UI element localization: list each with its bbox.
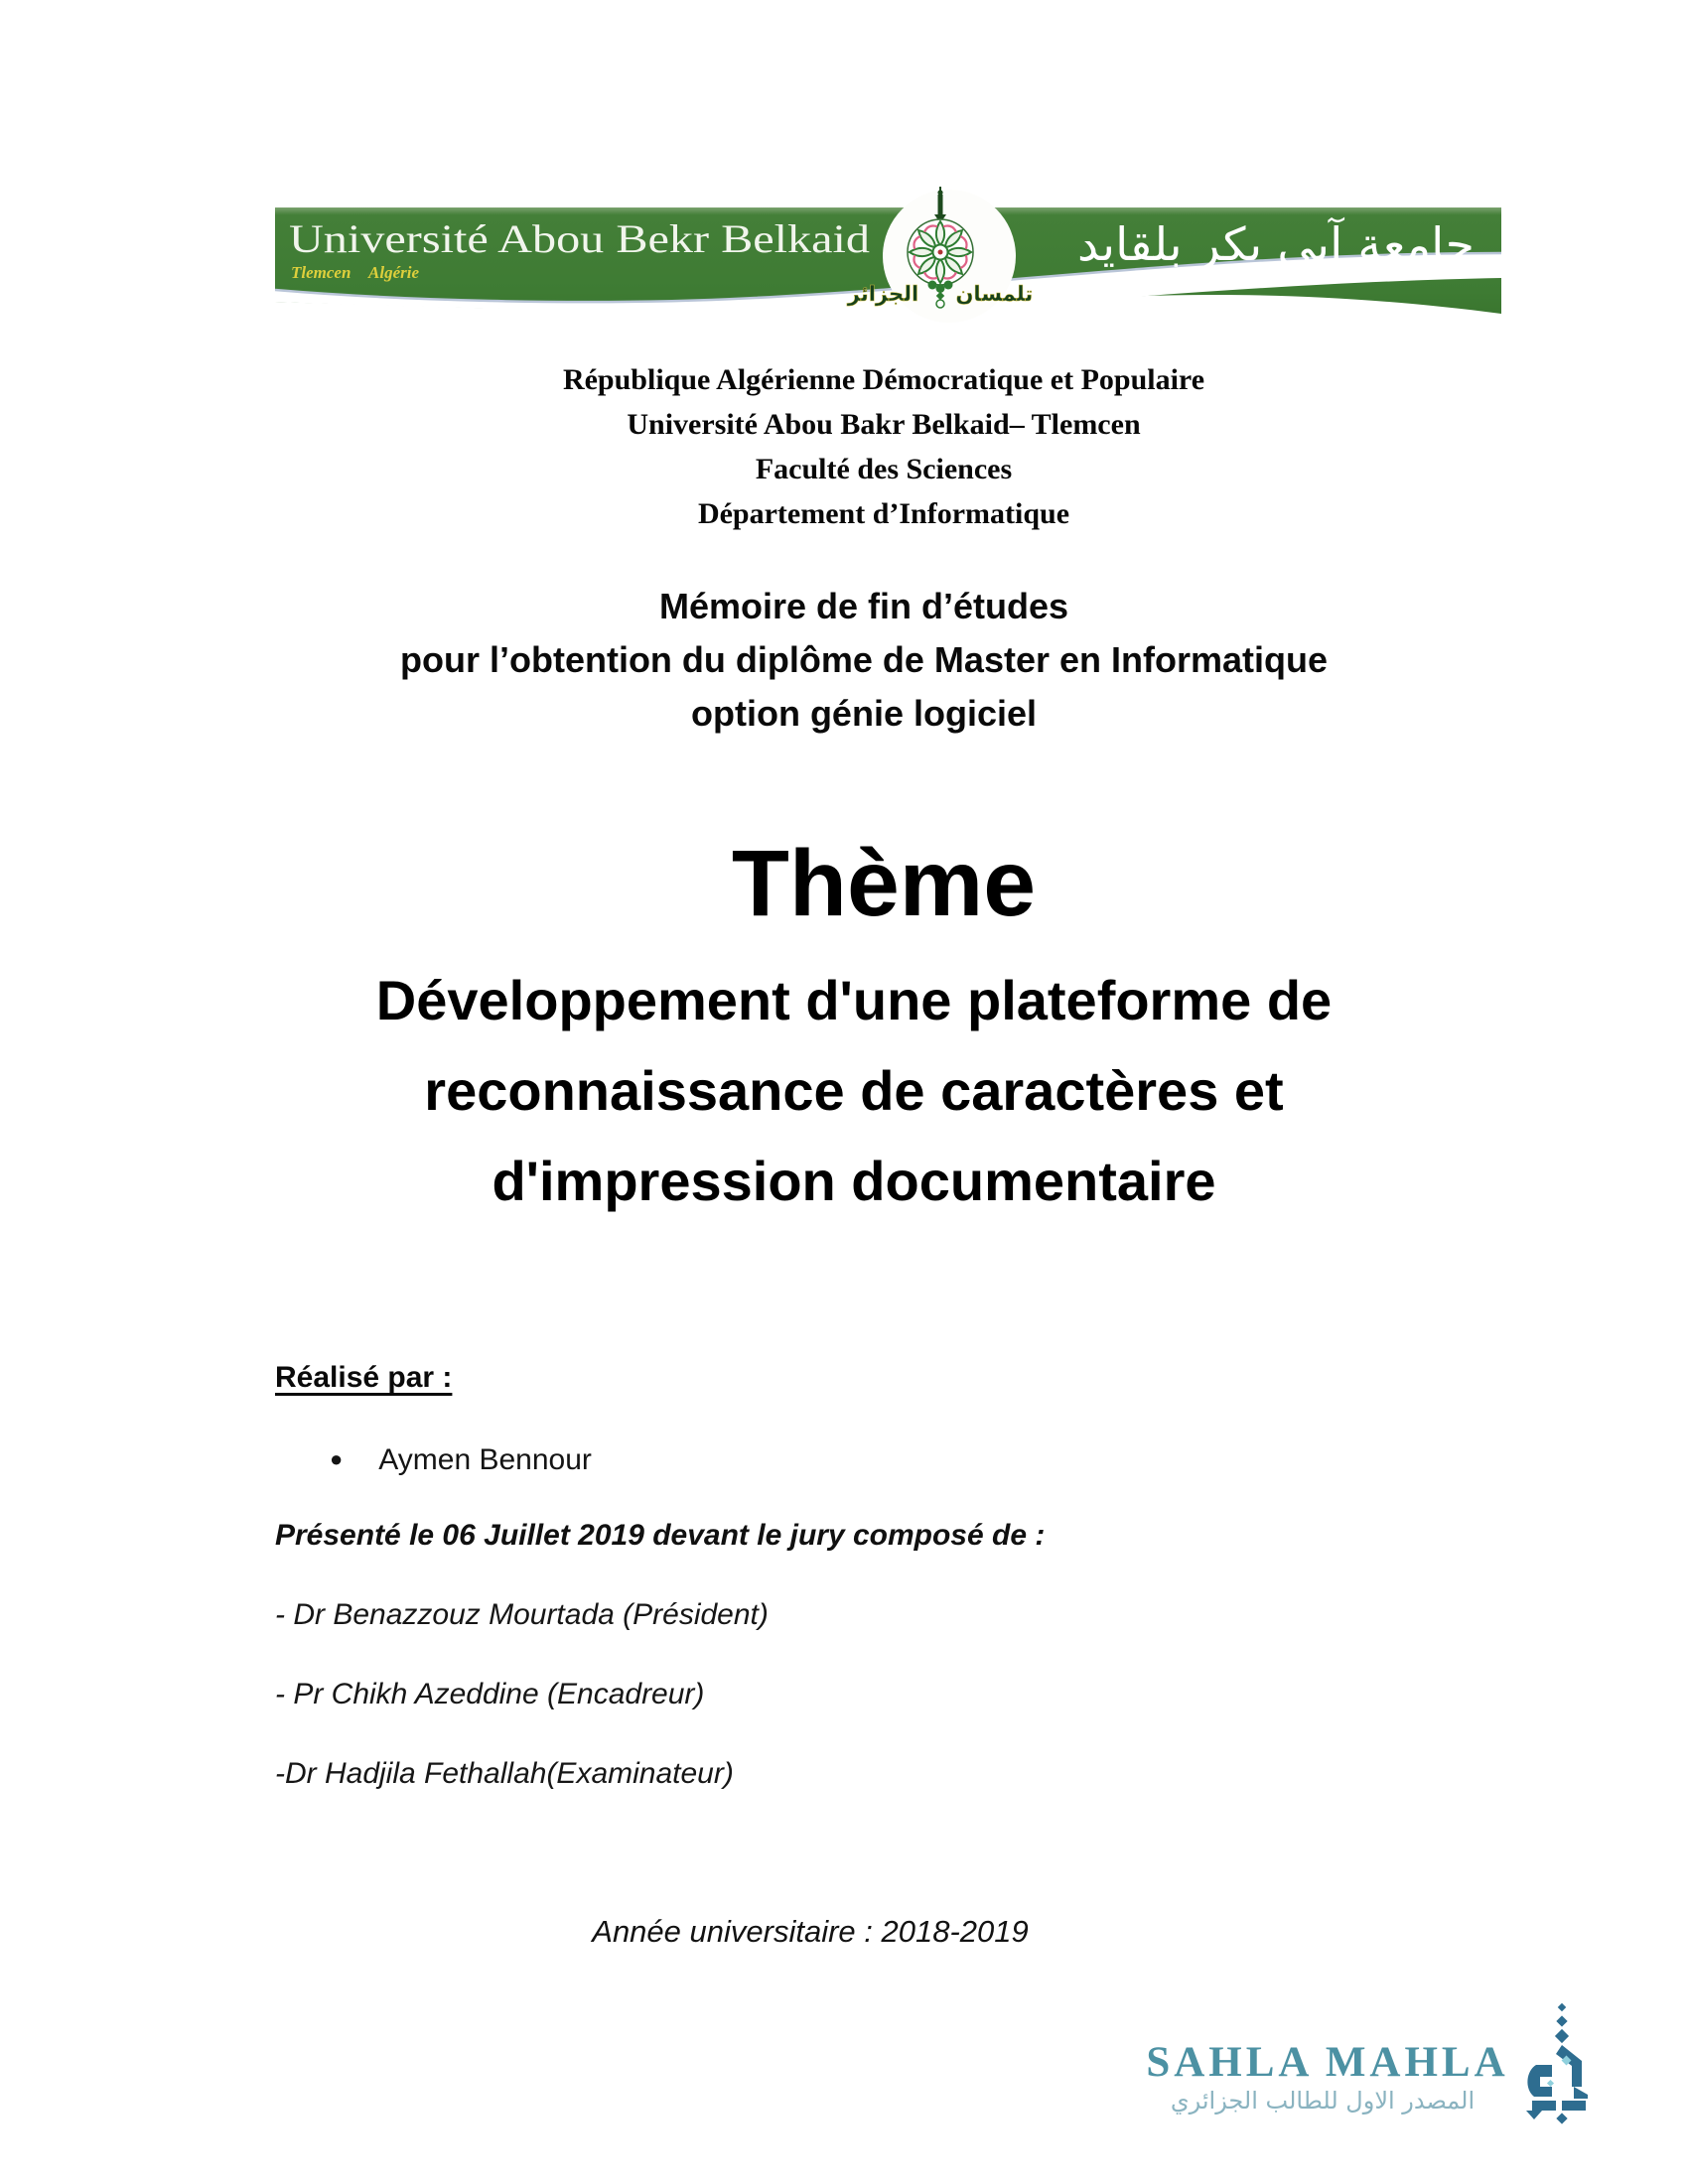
title-line-3: d'impression documentaire xyxy=(492,1150,1216,1212)
memoire-line: Mémoire de fin d’études xyxy=(658,586,1069,626)
institution-heading xyxy=(89,357,1678,536)
bullet-icon: ● xyxy=(330,1446,344,1471)
seal-caption-ar: تلمسان الجزائر xyxy=(847,282,1034,306)
department-line: Département d’Informatique xyxy=(697,497,1070,530)
theme-heading: Thème xyxy=(731,831,1037,936)
republic-line: République Algérienne Démocratique et Populaire xyxy=(562,363,1205,396)
brand-tagline: المصدر الاول للطالب الجزائري xyxy=(1170,2087,1476,2115)
author-name: Aymen Bennour xyxy=(378,1443,592,1476)
option-line: option génie logiciel xyxy=(690,693,1037,734)
academic-year: Année universitaire : 2018-2019 xyxy=(592,1914,1029,1949)
jury-member-encadreur: - Pr Chikh Azeddine (Encadreur) xyxy=(275,1678,705,1710)
faculty-line: Faculté des Sciences xyxy=(755,453,1013,485)
degree-heading xyxy=(70,580,1658,741)
jury-member-examinateur: -Dr Hadjila Fethallah(Examinateur) xyxy=(275,1757,734,1790)
university-banner xyxy=(275,197,1501,322)
brand-wordmark: SAHLA MAHLA xyxy=(1146,2039,1509,2086)
title-line-1: Développement d'une plateforme de xyxy=(375,969,1333,1031)
jury-intro: Présenté le 06 Juillet 2019 devant le jury composé de : xyxy=(275,1519,1046,1552)
jury-member-president: - Dr Benazzouz Mourtada (Président) xyxy=(275,1598,769,1631)
title-line-2: reconnaissance de caractères et xyxy=(424,1059,1284,1122)
thesis-title xyxy=(20,955,1688,1226)
banner-university-name-ar: جامعة آبي بكر بلقايد xyxy=(1077,217,1463,271)
university-line: Université Abou Bakr Belkaid– Tlemcen xyxy=(627,408,1141,441)
banner-location-label: Tlemcen Algérie xyxy=(291,263,420,282)
authors-label: Réalisé par : xyxy=(275,1361,453,1394)
diploma-line: pour l’obtention du diplôme de Master en Informatique xyxy=(399,639,1328,680)
banner-university-name-fr: Université Abou Bekr Belkaid xyxy=(289,216,870,261)
brand-calligraphy-icon xyxy=(1522,1999,1596,2130)
author-list-item xyxy=(330,1442,592,1477)
